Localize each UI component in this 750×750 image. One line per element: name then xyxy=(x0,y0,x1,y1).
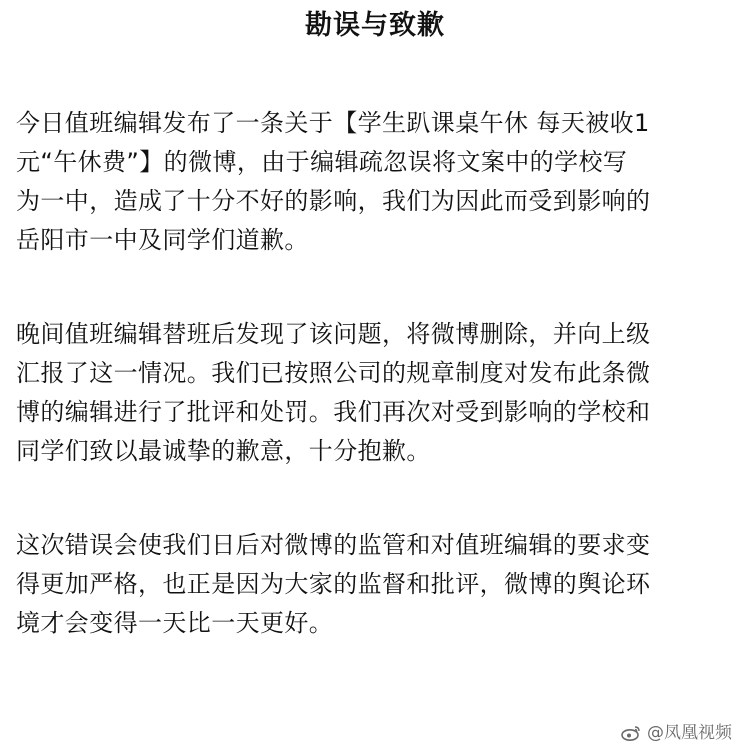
text-line: 今日值班编辑发布了一条关于【学生趴课桌午休 每天被收1 xyxy=(16,109,650,137)
text-line: 为一中，造成了十分不好的影响，我们为因此而受到影响的 xyxy=(16,187,651,215)
text-line: 境才会变得一天比一天更好。 xyxy=(16,609,334,637)
text-line: 元“午休费”】的微博，由于编辑疏忽误将文案中的学校写 xyxy=(16,148,628,176)
paragraph-gap xyxy=(16,471,736,526)
paragraph-2 xyxy=(16,315,736,471)
text-line: 同学们致以最诚挚的歉意，十分抱歉。 xyxy=(16,437,431,465)
watermark-text: @凤凰视频 xyxy=(647,723,732,743)
paragraph-1 xyxy=(16,104,736,260)
text-line: 得更加严格，也正是因为大家的监督和批评，微博的舆论环 xyxy=(16,570,651,598)
source-watermark xyxy=(621,722,732,744)
text-line: 这次错误会使我们日后对微博的监管和对值班编辑的要求变 xyxy=(16,531,651,559)
text-line: 岳阳市一中及同学们道歉。 xyxy=(16,226,309,254)
text-line: 博的编辑进行了批评和处罚。我们再次对受到影响的学校和 xyxy=(16,398,651,426)
notice-body xyxy=(16,104,736,643)
notice-title: 勘误与致歉 xyxy=(305,10,445,41)
text-line: 晚间值班编辑替班后发现了该问题，将微博删除，并向上级 xyxy=(16,320,651,348)
paragraph-gap xyxy=(16,260,736,315)
weibo-icon xyxy=(621,725,641,741)
paragraph-3 xyxy=(16,526,736,643)
text-line: 汇报了这一情况。我们已按照公司的规章制度对发布此条微 xyxy=(16,359,651,387)
